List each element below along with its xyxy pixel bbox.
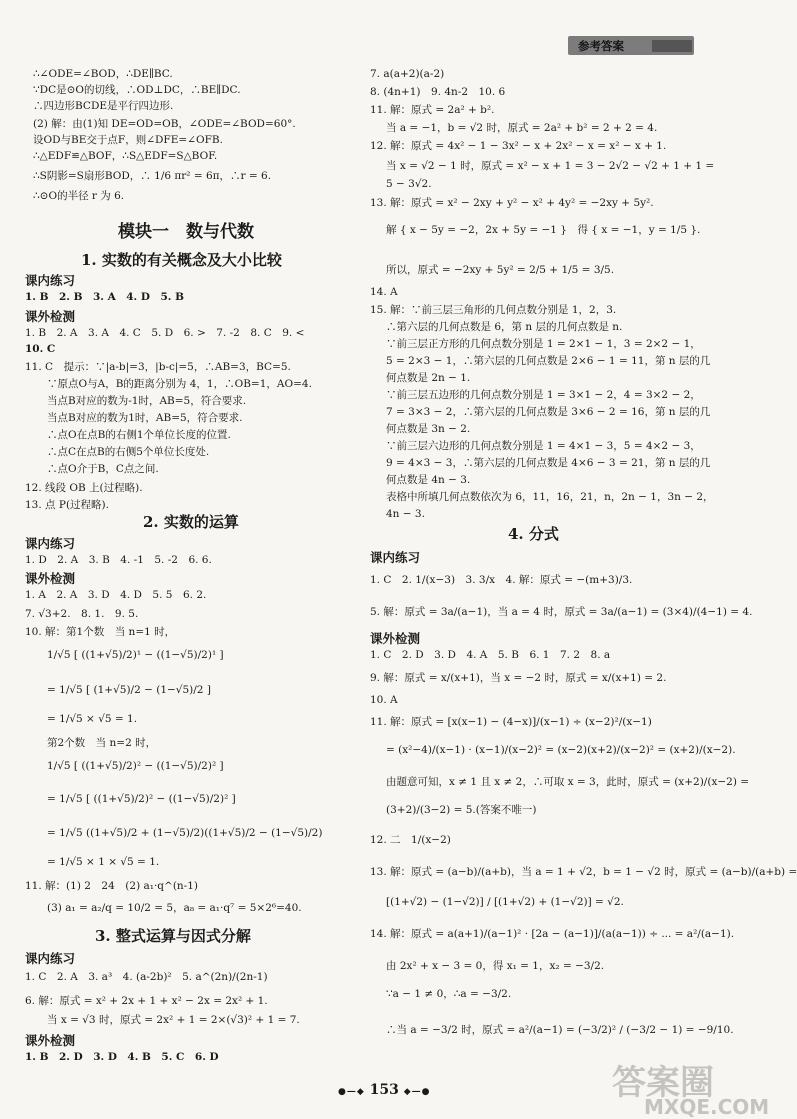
watermark-line2: MXQE.COM [644,1095,770,1119]
text-line: 由 2x² + x − 3 = 0，得 x₁ = 1，x₂ = −3/2. [386,960,605,972]
section-title: 2. 实数的运算 [143,513,239,531]
text-line: [(1+√2) − (1−√2)] / [(1+√2) + (1−√2)] = √2. [386,896,624,908]
text-line: 1. A 2. A 3. D 4. D 5. 5 6. 2. [25,589,207,601]
subsection-heading: 课外检测 [25,1033,76,1048]
text-line: = 1/√5 [ ((1+√5)/2)² − ((1−√5)/2)² ] [47,793,236,805]
text-line: ∵原点O与A，B的距离分别为 4，1，∴OB=1，AO=4. [47,378,312,390]
subsection-heading: 课内练习 [25,951,76,966]
text-line: 5 = 2×3 − 1，∴第六层的几何点数是 2×6 − 1 = 11，第 n 层的几 [386,355,711,367]
header-label: 参考答案 [578,39,624,53]
text-line: 5 − 3√2. [386,178,432,190]
text-line: 14. A [370,286,398,298]
text-line: 1. C 2. 1/(x−3) 3. 3/x 4. 解：原式 = −(m+3)/3. [370,574,633,586]
text-line: 6. 解：原式 = x² + 2x + 1 + x² − 2x = 2x² + 1. [25,995,268,1007]
text-line: 11. 解：原式 = [x(x−1) − (4−x)]/(x−1) ÷ (x−2)²/(x−1) [370,716,652,728]
text-line: ∴四边形BCDE是平行四边形. [33,100,174,112]
text-line: 1/√5 [ ((1+√5)/2)² − ((1−√5)/2)² ] [47,760,224,772]
text-line: 15. 解：∵前三层三角形的几何点数分别是 1，2，3. [370,304,617,316]
subsection-heading: 课内练习 [25,536,76,551]
header-decoration [652,40,692,52]
text-line: ∵前三层五边形的几何点数分别是 1 = 3×1 − 2，4 = 3×2 − 2， [386,389,701,401]
text-line: ∴当 a = −3/2 时，原式 = a²/(a−1) = (−3/2)² / (−3/2 − 1) = −9/10. [386,1024,734,1036]
section-title: 4. 分式 [508,525,559,543]
text-line: 9 = 4×3 − 3，∴第六层的几何点数是 4×6 − 3 = 21，第 n 层的几 [386,457,711,469]
text-line: 12. 线段 OB 上(过程略). [25,482,143,494]
text-line: ∵a − 1 ≠ 0，∴a = −3/2. [386,988,512,1000]
text-line: 表格中所填几何点数依次为 6，11，16，21，n，2n − 1，3n − 2， [386,491,714,503]
text-line: 何点数是 4n − 3. [386,474,471,486]
text-line: 1. B 2. A 3. A 4. C 5. D 6. > 7. -2 8. C 9. < [25,327,305,339]
text-line: 13. 解：原式 = x² − 2xy + y² − x² + 4y² = −2xy + 5y². [370,197,654,209]
text-line: ∴点O介于B，C点之间. [47,463,159,475]
text-line: 13. 解：原式 = (a−b)/(a+b)，当 a = 1 + √2，b = 1 − √2 时，原式 = (a−b)/(a+b) = [370,866,797,878]
text-line: 由题意可知，x ≠ 1 且 x ≠ 2，∴可取 x = 3，此时，原式 = (x+2)/(x−2) = [386,776,750,788]
text-line: 1/√5 [ ((1+√5)/2)¹ − ((1−√5)/2)¹ ] [47,649,224,661]
text-line: 11. 解：原式 = 2a² + b². [370,104,495,116]
text-line: 第2个数 当 n=2 时， [47,737,157,749]
text-line: 1. C 2. D 3. D 4. A 5. B 6. 1 7. 2 8. a [370,649,611,661]
text-line: ∴S阴影=S扇形BOD，∴ 1/6 πr² = 6π，∴r = 6. [33,170,272,182]
page-number: ●—◆ 153 ◆—● [338,1082,431,1098]
text-line: 何点数是 3n − 2. [386,423,471,435]
subsection-heading: 课内练习 [25,273,76,288]
module-title: 模块一 数与代数 [118,222,254,242]
page-number-value: 153 [369,1082,399,1098]
text-line: 10. C [25,343,56,355]
watermark [612,1055,770,1119]
text-line: 10. A [370,694,398,706]
text-line: 当 a = −1，b = √2 时，原式 = 2a² + b² = 2 + 2 = 4. [386,122,658,134]
text-line: 5. 解：原式 = 3a/(a−1)，当 a = 4 时，原式 = 3a/(a−1) = (3×4)/(4−1) = 4. [370,606,753,618]
text-line: = (x²−4)/(x−1) · (x−1)/(x−2)² = (x−2)(x+2)/(x−2)² = (x+2)/(x−2). [386,744,736,756]
subsection-heading: 课外检测 [25,571,76,586]
text-line: 12. 解：原式 = 4x² − 1 − 3x² − x + 2x² − x = x² − x + 1. [370,140,667,152]
subsection-heading: 课外检测 [370,631,421,646]
text-line: 1. C 2. A 3. a³ 4. (a-2b)² 5. a^(2n)/(2n-1) [25,971,268,983]
text-line: 7. √3+2. 8. 1. 9. 5. [25,608,139,620]
text-line: 1. D 2. A 3. B 4. -1 5. -2 6. 6. [25,554,212,566]
text-line: (2) 解：由(1)知 DE=OD=OB，∠ODE=∠BOD=60°. [33,118,296,130]
text-line: 9. 解：原式 = x/(x+1)，当 x = −2 时，原式 = x/(x+1) = 2. [370,672,667,684]
text-line: 所以，原式 = −2xy + 5y² = 2/5 + 1/5 = 3/5. [386,264,615,276]
section-title: 1. 实数的有关概念及大小比较 [81,251,282,269]
section-title: 3. 整式运算与因式分解 [95,927,251,945]
text-line: 8. (4n+1) 9. 4n-2 10. 6 [370,86,506,98]
subsection-heading: 课内练习 [370,550,421,565]
text-line: 7 = 3×3 − 2，∴第六层的几何点数是 3×6 − 2 = 16，第 n 层的几 [386,406,711,418]
text-line: ∵前三层六边形的几何点数分别是 1 = 4×1 − 3，5 = 4×2 − 3， [386,440,701,452]
text-line: 10. 解：第1个数 当 n=1 时， [25,626,176,638]
text-line: ∴点O在点B的右侧1个单位长度的位置. [47,429,231,441]
text-line: ∴⊙O的半径 r 为 6. [33,190,125,202]
text-line: 解 { x − 5y = −2，2x + 5y = −1 } 得 { x = −1，y = 1/5 }. [386,224,701,236]
text-line: ∴第六层的几何点数是 6，第 n 层的几何点数是 n. [386,321,623,333]
text-line: 当点B对应的数为-1时，AB=5，符合要求. [47,395,247,407]
subsection-heading: 课外检测 [25,309,76,324]
text-line: = 1/√5 × 1 × √5 = 1. [47,856,160,868]
text-line: ∴∠ODE=∠BOD，∴DE∥BC. [33,68,173,80]
text-line: 4n − 3. [386,508,425,520]
text-line: ∴点C在点B的右侧5个单位长度处. [47,446,210,458]
text-line: 11. 解：(1) 2 24 (2) a₁·q^(n-1) [25,880,199,892]
text-line: 设OD与BE交于点F，则∠DFE=∠OFB. [33,134,223,146]
text-line: 当点B对应的数为1时，AB=5，符合要求. [47,412,243,424]
text-line: 7. a(a+2)(a-2) [370,68,445,80]
text-line: 12. 二 1/(x−2) [370,834,451,846]
text-line: 13. 点 P(过程略). [25,499,109,511]
text-line: 何点数是 2n − 1. [386,372,471,384]
text-line: ∵DC是⊙O的切线，∴OD⊥DC，∴BE∥DC. [33,84,241,96]
text-line: ∴△EDF≌△BOF，∴S△EDF=S△BOF. [33,150,218,162]
text-line: = 1/√5 ((1+√5)/2 + (1−√5)/2)((1+√5)/2 − (1−√5)/2) [47,827,323,839]
text-line: = 1/√5 [ (1+√5)/2 − (1−√5)/2 ] [47,684,211,696]
text-line: 当 x = √2 − 1 时，原式 = x² − x + 1 = 3 − 2√2 − √2 + 1 + 1 = [386,160,715,172]
text-line: = 1/√5 × √5 = 1. [47,713,138,725]
text-line: 当 x = √3 时，原式 = 2x² + 1 = 2×(√3)² + 1 = 7. [47,1014,300,1026]
text-line: 11. C 提示：∵|a-b|=3，|b-c|=5，∴AB=3，BC=5. [25,361,291,373]
text-line: (3+2)/(3−2) = 5.(答案不唯一) [386,804,537,816]
text-line: 14. 解：原式 = a(a+1)/(a−1)² · [2a − (a−1)]/(a(a−1)) ÷ ... = a²/(a−1). [370,928,735,940]
text-line: 1. B 2. D 3. D 4. B 5. C 6. D [25,1051,219,1063]
text-line: 1. B 2. B 3. A 4. D 5. B [25,291,184,303]
watermark-line1: 答案圈 [612,1063,714,1103]
text-line: (3) a₁ = a₂/q = 10/2 = 5，a₈ = a₁·q⁷ = 5×2⁶=40. [47,902,302,914]
text-line: ∵前三层正方形的几何点数分别是 1 = 2×1 − 1，3 = 2×2 − 1， [386,338,701,350]
